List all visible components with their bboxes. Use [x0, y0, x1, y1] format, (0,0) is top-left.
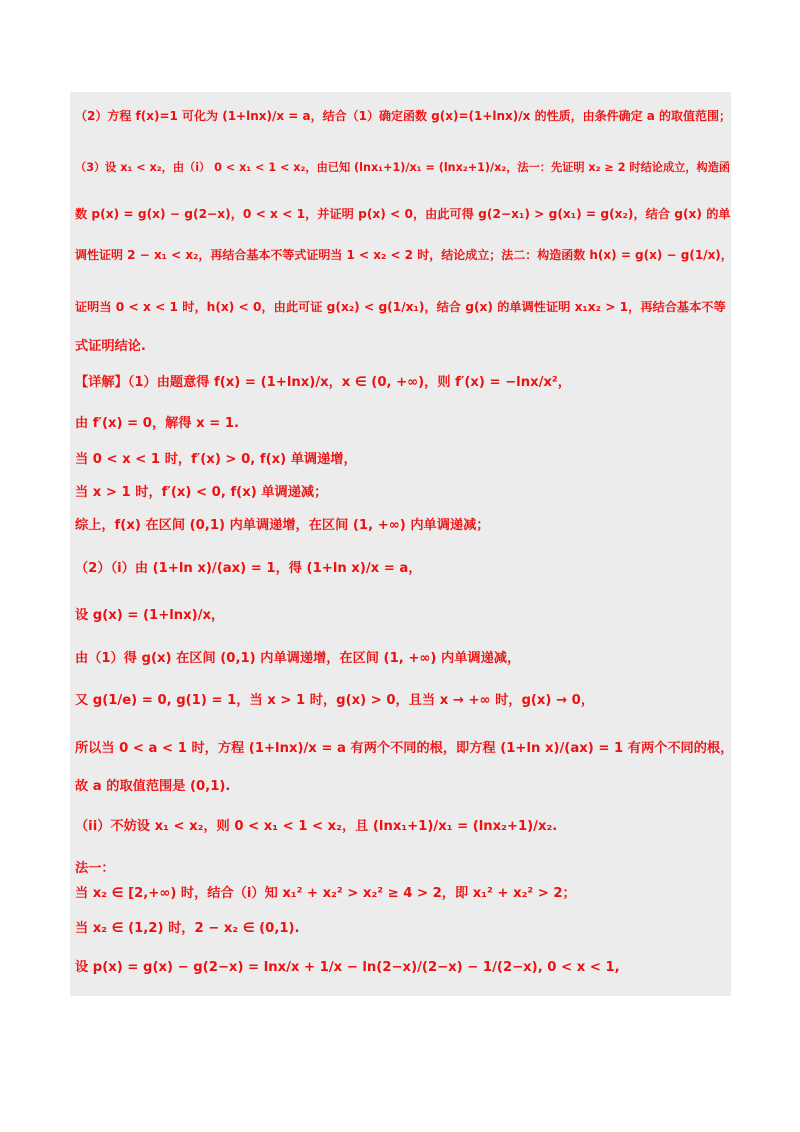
text-line-9: 当 0 < x < 1 时，f′(x) > 0, f(x) 单调递增， — [75, 452, 357, 467]
text-line-19: 法一： — [75, 861, 115, 876]
text-line-16: 所以当 0 < a < 1 时，方程 (1+lnx)/x = a 有两个不同的根，即方程 (1+ln x)/(ax) = 1 有两个不同的根， — [75, 741, 734, 756]
text-line-12: （2）（i）由 (1+ln x)/(ax) = 1，得 (1+ln x)/x = a， — [75, 561, 422, 576]
text-line-6: 式证明结论. — [75, 339, 146, 354]
text-line-10: 当 x > 1 时，f′(x) < 0, f(x) 单调递减； — [75, 485, 328, 500]
text-line-3: 数 p(x) = g(x) − g(2−x)，0 < x < 1，并证明 p(x) < 0，由此可得 g(2−x₁) > g(x₁) = g(x₂)，结合 g(x) 的单 — [75, 207, 731, 221]
text-line-18: （ii）不妨设 x₁ < x₂，则 0 < x₁ < 1 < x₂，且 (lnx₁+1)/x₁ = (lnx₂+1)/x₂. — [75, 819, 558, 834]
text-line-17: 故 a 的取值范围是 (0,1). — [75, 779, 231, 794]
text-line-20: 当 x₂ ∈ [2,+∞) 时，结合（i）知 x₁² + x₂² > x₂² ≥ 4 > 2，即 x₁² + x₂² > 2； — [75, 886, 576, 901]
text-line-8: 由 f′(x) = 0，解得 x = 1. — [75, 416, 240, 431]
text-line-5: 证明当 0 < x < 1 时，h(x) < 0，由此可证 g(x₂) < g(1/x₁)，结合 g(x) 的单调性证明 x₁x₂ > 1，再结合基本不等 — [75, 300, 726, 314]
text-line-22: 设 p(x) = g(x) − g(2−x) = lnx/x + 1/x − ln(2−x)/(2−x) − 1/(2−x), 0 < x < 1, — [75, 960, 620, 975]
text-line-15: 又 g(1/e) = 0, g(1) = 1，当 x > 1 时，g(x) > 0，且当 x → +∞ 时，g(x) → 0， — [75, 693, 595, 708]
text-line-21: 当 x₂ ∈ (1,2) 时，2 − x₂ ∈ (0,1). — [75, 921, 300, 936]
text-line-14: 由（1）得 g(x) 在区间 (0,1) 内单调递增，在区间 (1, +∞) 内单调递减， — [75, 651, 521, 666]
text-line-1: （2）方程 f(x)=1 可化为 (1+lnx)/x = a，结合（1）确定函数 g(x)=(1+lnx)/x 的性质，由条件确定 a 的取值范围； — [75, 109, 732, 123]
text-line-4: 调性证明 2 − x₁ < x₂，再结合基本不等式证明当 1 < x₂ < 2 时，结论成立；法二：构造函数 h(x) = g(x) − g(1/x)， — [75, 248, 733, 262]
text-line-13: 设 g(x) = (1+lnx)/x， — [75, 608, 225, 623]
text-line-7: 【详解】（1）由题意得 f(x) = (1+lnx)/x，x ∈ (0, +∞)，则 f′(x) = −lnx/x²， — [75, 375, 571, 390]
text-line-2: （3）设 x₁ < x₂，由（i） 0 < x₁ < 1 < x₂，由已知 (lnx₁+1)/x₁ = (lnx₂+1)/x₂，法一：先证明 x₂ ≥ 2 时结论成立，构造函 — [75, 161, 731, 174]
text-line-11: 综上，f(x) 在区间 (0,1) 内单调递增，在区间 (1, +∞) 内单调递减； — [75, 518, 490, 533]
